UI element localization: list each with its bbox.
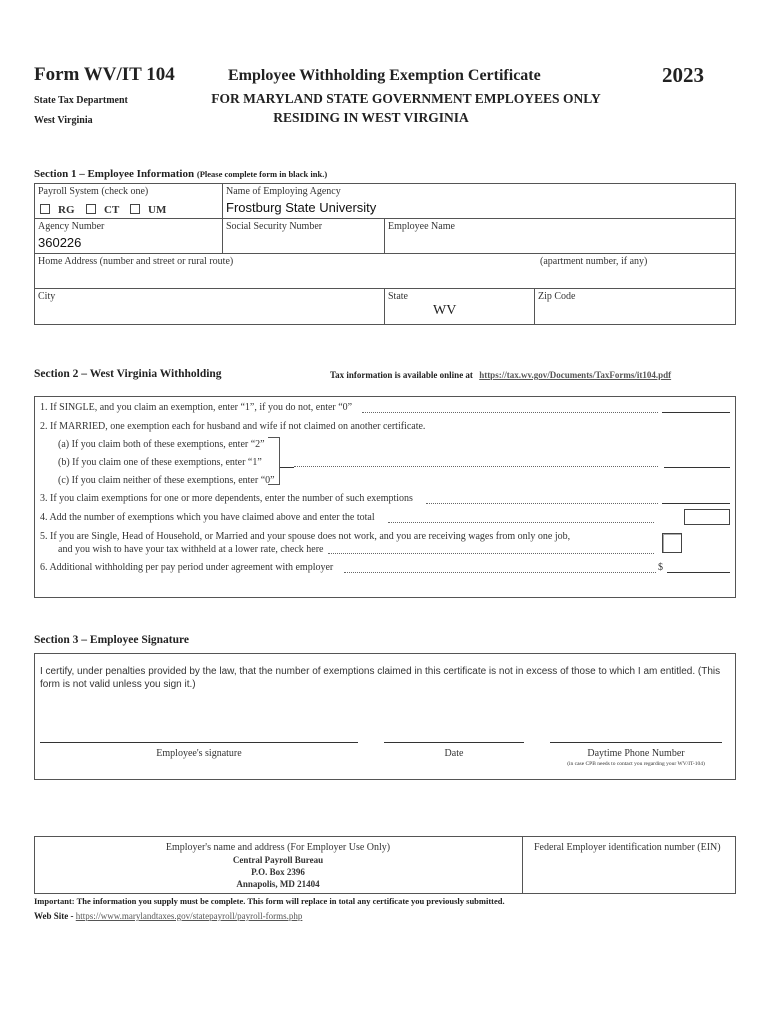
employee-signature-line[interactable] <box>40 742 358 743</box>
zip-label: Zip Code <box>538 291 576 302</box>
employer-name: Central Payroll Bureau <box>232 855 324 865</box>
payroll-um-label: UM <box>148 204 167 216</box>
state-tax-department: State Tax Department <box>34 95 128 106</box>
certification-text: I certify, under penalties provided by the law, that the number of exemptions claimed in this certificate is not in excess of those to which I am entitled. (This form is not valid unless you sign it.) <box>40 666 721 690</box>
zip-field[interactable] <box>536 303 734 323</box>
ein-field[interactable] <box>524 856 734 892</box>
section1-title: Section 1 – Employee Information (Please complete form in black ink.) <box>34 168 328 180</box>
section2-title: Section 2 – West Virginia Withholding <box>34 368 222 380</box>
state-field[interactable]: WV <box>433 303 457 318</box>
tax-info-link[interactable]: https://tax.wv.gov/Documents/TaxForms/it104.pdf <box>479 370 672 380</box>
apartment-label: (apartment number, if any) <box>540 256 648 267</box>
home-address-label: Home Address (number and street or rural route) <box>38 256 234 267</box>
payroll-um-checkbox[interactable] <box>130 204 140 214</box>
website-link[interactable]: https://www.marylandtaxes.gov/statepayroll/payroll-forms.php <box>75 911 303 921</box>
employee-name-field[interactable] <box>386 232 734 250</box>
city-label: City <box>38 291 56 302</box>
employee-signature-label: Employee's signature <box>156 748 242 759</box>
date-line[interactable] <box>384 742 524 743</box>
state-label: State <box>388 291 408 302</box>
form-title: Employee Withholding Exemption Certificate <box>228 67 541 84</box>
line-5-text: 5. If you are Single, Head of Household, or Married and your spouse does not work, and you are receiving wages from only one job, <box>40 531 571 542</box>
agency-number-field[interactable]: 360226 <box>38 235 82 250</box>
form-year: 2023 <box>662 63 704 87</box>
payroll-ct-label: CT <box>104 204 120 216</box>
tax-info-text: Tax information is available online at https://tax.wv.gov/Documents/TaxForms/it104.pdf <box>330 370 672 380</box>
line-3-text: 3. If you claim exemptions for one or more dependents, enter the number of such exemptions <box>40 493 413 504</box>
line-6-text: 6. Additional withholding per pay period under agreement with employer <box>40 562 334 573</box>
form-id: Form WV/IT 104 <box>34 64 175 85</box>
section1-note: (Please complete form in black ink.) <box>196 169 328 179</box>
website-label: Web Site - <box>34 911 74 921</box>
agency-name-label: Name of Employing Agency <box>226 186 341 197</box>
payroll-ct-checkbox[interactable] <box>86 204 96 214</box>
subtitle-line-1: FOR MARYLAND STATE GOVERNMENT EMPLOYEES ONLY <box>211 91 601 106</box>
phone-line[interactable] <box>550 742 722 743</box>
website-line <box>34 911 302 921</box>
line-2-entry[interactable] <box>664 467 730 468</box>
ssn-field[interactable] <box>224 232 382 250</box>
line-6-entry[interactable] <box>667 572 730 573</box>
employer-label: Employer's name and address (For Employer Use Only) <box>165 842 391 853</box>
date-label: Date <box>444 748 464 759</box>
section3-title: Section 3 – Employee Signature <box>34 634 190 646</box>
line-2-bracket <box>268 437 280 485</box>
city-field[interactable] <box>36 303 382 323</box>
subtitle-line-2: RESIDING IN WEST VIRGINIA <box>273 110 469 125</box>
employee-name-label: Employee Name <box>388 221 455 232</box>
line-5-checkbox[interactable] <box>662 533 682 553</box>
phone-label: Daytime Phone Number <box>587 748 685 759</box>
line-2a-text: (a) If you claim both of these exemptions, enter “2” <box>58 439 265 450</box>
ein-label: Federal Employer identification number (EIN) <box>534 842 721 853</box>
employer-po-box: P.O. Box 2396 <box>251 867 305 877</box>
line-2c-text: (c) If you claim neither of these exemptions, enter “0” <box>58 475 275 486</box>
payroll-rg-label: RG <box>58 204 75 216</box>
payroll-system-label: Payroll System (check one) <box>38 186 149 197</box>
agency-number-label: Agency Number <box>38 221 105 232</box>
line-4-text: 4. Add the number of exemptions which you have claimed above and enter the total <box>40 512 375 523</box>
home-address-field[interactable] <box>36 268 734 286</box>
line-4-total-input[interactable] <box>684 509 730 525</box>
employer-city: Annapolis, MD 21404 <box>236 879 320 889</box>
important-note: Important: The information you supply must be complete. This form will replace in total any certificate you previously submitted. <box>34 896 505 906</box>
line-5-continued: and you wish to have your tax withheld at a lower rate, check here <box>58 544 324 555</box>
line-2-text: 2. If MARRIED, one exemption each for husband and wife if not claimed on another certificate. <box>40 421 426 432</box>
line-3-entry[interactable] <box>662 503 730 504</box>
line-1-text: 1. If SINGLE, and you claim an exemption, enter “1”, if you do not, enter “0” <box>40 402 353 413</box>
agency-name-field[interactable]: Frostburg State University <box>226 200 377 215</box>
state-name: West Virginia <box>34 115 93 126</box>
line-2b-text: (b) If you claim one of these exemptions, enter “1” <box>58 457 262 468</box>
payroll-rg-checkbox[interactable] <box>40 204 50 214</box>
ssn-label: Social Security Number <box>226 221 323 232</box>
dollar-sign: $ <box>658 562 663 573</box>
phone-note: (in case CPB needs to contact you regarding your WV/IT-104) <box>567 761 705 767</box>
line-1-entry[interactable] <box>662 412 730 413</box>
